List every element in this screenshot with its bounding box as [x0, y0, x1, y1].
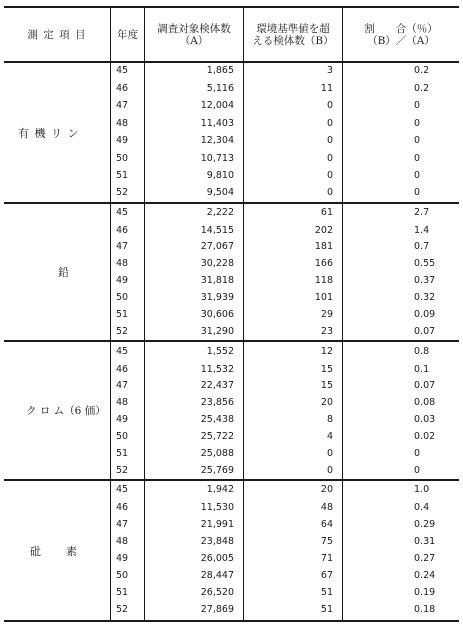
ratio-cell: 0.09 — [414, 309, 436, 320]
ratio-cell: 0.27 — [414, 553, 436, 564]
sample-count-cell: 12,304 — [200, 135, 234, 146]
year-cell: 52 — [116, 604, 129, 615]
ratio-cell: 0.24 — [414, 570, 436, 581]
ratio-cell: 1.4 — [414, 225, 430, 236]
exceed-count-cell: 0 — [326, 100, 333, 111]
item-label: 有 機 リ ン — [18, 127, 80, 140]
sample-count-cell: 23,848 — [200, 536, 234, 547]
exceed-count-cell: 4 — [326, 431, 333, 442]
year-cell: 47 — [116, 100, 129, 111]
year-cell: 52 — [116, 187, 129, 198]
ratio-cell: 0 — [414, 465, 421, 476]
sample-count-cell: 9,504 — [206, 187, 234, 198]
sample-count-cell: 27,067 — [200, 241, 234, 252]
exceed-count-cell: 101 — [314, 292, 333, 303]
header-item — [4, 8, 110, 61]
exceed-count-cell: 64 — [320, 519, 333, 530]
year-cell: 48 — [116, 118, 129, 129]
sample-count-cell: 31,290 — [200, 326, 234, 337]
year-cell: 49 — [116, 414, 129, 425]
sample-count-cell: 9,810 — [206, 170, 234, 181]
year-cell: 50 — [116, 292, 129, 303]
exceed-count-cell: 51 — [320, 587, 333, 598]
year-cell: 48 — [116, 258, 129, 269]
exceed-count-cell: 0 — [326, 118, 333, 129]
sample-count-cell: 25,088 — [200, 448, 234, 459]
year-cell: 52 — [116, 326, 129, 337]
year-cell: 45 — [116, 207, 129, 218]
exceed-count-cell: 15 — [320, 380, 333, 391]
header-year-label: 年度 — [117, 28, 138, 41]
ratio-cell: 0.7 — [414, 241, 430, 252]
exceed-count-cell: 0 — [326, 170, 333, 181]
ratio-cell: 0.18 — [414, 604, 436, 615]
ratio-cell: 0 — [414, 135, 421, 146]
item-label: ク ロ ム（6 価） — [26, 405, 106, 417]
exceed-count-cell: 71 — [320, 553, 333, 564]
exceed-count-cell: 0 — [326, 135, 333, 146]
sample-count-cell: 1,865 — [206, 65, 234, 76]
exceed-count-cell: 29 — [320, 309, 333, 320]
header-ratio-line1: 割 合（％） — [364, 22, 438, 35]
year-cell: 49 — [116, 553, 129, 564]
ratio-cell: 0.19 — [414, 587, 436, 598]
sample-count-cell: 10,713 — [200, 153, 234, 164]
year-cell: 47 — [116, 519, 129, 530]
column-separator — [243, 6, 244, 622]
sample-count-cell: 1,552 — [206, 346, 234, 357]
sample-count-cell: 14,515 — [200, 225, 234, 236]
sample-count-cell: 28,447 — [200, 570, 234, 581]
ratio-cell: 0.8 — [414, 346, 430, 357]
item-label: 鉛 — [58, 266, 70, 279]
header-exceed-count-line1: 環境基準値を超 — [256, 22, 330, 35]
ratio-cell: 0.03 — [414, 414, 436, 425]
exceed-count-cell: 15 — [320, 364, 333, 375]
column-separator — [144, 6, 145, 622]
exceed-count-cell: 12 — [320, 346, 333, 357]
year-cell: 49 — [116, 275, 129, 286]
year-cell: 46 — [116, 502, 129, 513]
year-cell: 46 — [116, 225, 129, 236]
exceed-count-cell: 166 — [314, 258, 333, 269]
ratio-cell: 0.55 — [414, 258, 436, 269]
exceed-count-cell: 61 — [320, 207, 333, 218]
ratio-cell: 0.32 — [414, 292, 436, 303]
ratio-cell: 0 — [414, 187, 421, 198]
ratio-cell: 0.2 — [414, 65, 430, 76]
sample-count-cell: 25,438 — [200, 414, 234, 425]
ratio-cell: 0.29 — [414, 519, 436, 530]
year-cell: 45 — [116, 484, 129, 495]
year-cell: 46 — [116, 364, 129, 375]
ratio-cell: 0.07 — [414, 326, 436, 337]
year-cell: 50 — [116, 570, 129, 581]
year-cell: 50 — [116, 431, 129, 442]
sample-count-cell: 25,769 — [200, 465, 234, 476]
ratio-cell: 0.31 — [414, 536, 436, 547]
year-cell: 46 — [116, 83, 129, 94]
header-exceed-count — [244, 8, 342, 61]
sample-count-cell: 31,939 — [200, 292, 234, 303]
exceed-count-cell: 118 — [314, 275, 333, 286]
year-cell: 51 — [116, 309, 129, 320]
sample-count-cell: 2,222 — [206, 207, 234, 218]
exceed-count-cell: 0 — [326, 187, 333, 198]
sample-count-cell: 27,869 — [200, 604, 234, 615]
sample-count-cell: 1,942 — [206, 484, 234, 495]
ratio-cell: 0 — [414, 100, 421, 111]
exceed-count-cell: 0 — [326, 448, 333, 459]
ratio-cell: 0.08 — [414, 397, 436, 408]
year-cell: 51 — [116, 448, 129, 459]
sample-count-cell: 12,004 — [200, 100, 234, 111]
column-separator — [342, 6, 343, 622]
ratio-cell: 0.1 — [414, 364, 430, 375]
item-label: 砒 素 — [30, 545, 78, 558]
header-exceed-count-line2: える検体数（B） — [252, 34, 334, 47]
table-bottom-rule — [4, 620, 459, 622]
sample-count-cell: 31,818 — [200, 275, 234, 286]
group-divider — [4, 202, 459, 204]
exceed-count-cell: 20 — [320, 484, 333, 495]
exceed-count-cell: 75 — [320, 536, 333, 547]
sample-count-cell: 25,722 — [200, 431, 234, 442]
sample-count-cell: 21,991 — [200, 519, 234, 530]
year-cell: 50 — [116, 153, 129, 164]
exceed-count-cell: 202 — [314, 225, 333, 236]
sample-count-cell: 11,403 — [200, 118, 234, 129]
ratio-cell: 2.7 — [414, 207, 430, 218]
year-cell: 48 — [116, 536, 129, 547]
sample-count-cell: 5,116 — [206, 83, 234, 94]
ratio-cell: 0.4 — [414, 502, 430, 513]
year-cell: 45 — [116, 346, 129, 357]
header-item-label: 測 定 項 目 — [27, 28, 87, 41]
group-divider — [4, 340, 459, 342]
year-cell: 49 — [116, 135, 129, 146]
ratio-cell: 0.37 — [414, 275, 436, 286]
ratio-cell: 0.2 — [414, 83, 430, 94]
sample-count-cell: 30,606 — [200, 309, 234, 320]
header-sample-count — [145, 8, 243, 61]
exceed-count-cell: 181 — [314, 241, 333, 252]
header-bottom-rule — [4, 61, 459, 63]
exceed-count-cell: 23 — [320, 326, 333, 337]
year-cell: 45 — [116, 65, 129, 76]
ratio-cell: 0 — [414, 170, 421, 181]
group-divider — [4, 479, 459, 481]
ratio-cell: 0 — [414, 153, 421, 164]
exceed-count-cell: 11 — [320, 83, 333, 94]
sample-count-cell: 11,530 — [200, 502, 234, 513]
header-ratio-line2: （B）／（A） — [367, 34, 435, 47]
year-cell: 52 — [116, 465, 129, 476]
year-cell: 48 — [116, 397, 129, 408]
sample-count-cell: 30,228 — [200, 258, 234, 269]
ratio-cell: 0 — [414, 448, 421, 459]
exceed-count-cell: 0 — [326, 153, 333, 164]
header-sample-count-line1: 調査対象検体数 — [157, 22, 231, 35]
exceed-count-cell: 3 — [326, 65, 333, 76]
exceed-count-cell: 0 — [326, 465, 333, 476]
sample-count-cell: 26,005 — [200, 553, 234, 564]
exceed-count-cell: 51 — [320, 604, 333, 615]
sample-count-cell: 11,532 — [200, 364, 234, 375]
header-ratio — [343, 8, 459, 61]
header-sample-count-line2: （A） — [179, 34, 209, 47]
year-cell: 47 — [116, 380, 129, 391]
sample-count-cell: 23,856 — [200, 397, 234, 408]
ratio-cell: 0 — [414, 118, 421, 129]
ratio-cell: 0.07 — [414, 380, 436, 391]
exceed-count-cell: 48 — [320, 502, 333, 513]
exceed-count-cell: 20 — [320, 397, 333, 408]
year-cell: 51 — [116, 587, 129, 598]
year-cell: 51 — [116, 170, 129, 181]
exceed-count-cell: 67 — [320, 570, 333, 581]
header-year — [111, 8, 144, 61]
year-cell: 47 — [116, 241, 129, 252]
sample-count-cell: 26,520 — [200, 587, 234, 598]
ratio-cell: 1.0 — [414, 484, 430, 495]
column-separator — [110, 6, 111, 622]
exceed-count-cell: 8 — [326, 414, 333, 425]
ratio-cell: 0.02 — [414, 431, 436, 442]
sample-count-cell: 22,437 — [200, 380, 234, 391]
